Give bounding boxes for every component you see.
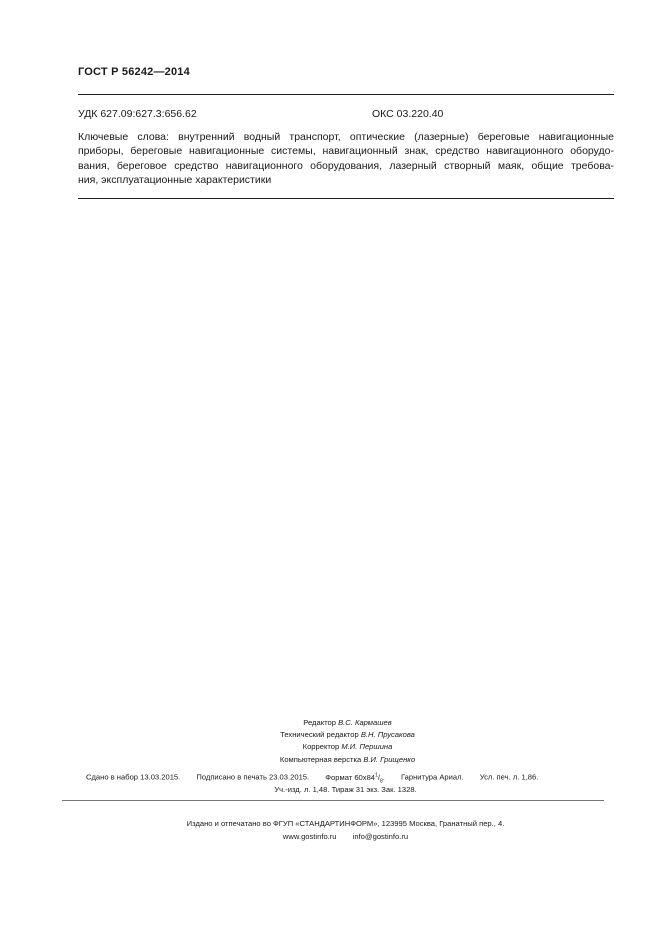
- publication-line: [86, 772, 538, 784]
- publication-line-2: Уч.-изд. л. 1,48. Тираж 31 экз. Зак. 1328.: [274, 785, 417, 794]
- tech-editor-label: Технический редактор: [280, 730, 359, 740]
- editor-line: [0, 717, 661, 729]
- imprint-address: Издано и отпечатано во ФГУП «СТАНДАРТИНФОРМ», 123995 Москва, Гранатный пер., 4.: [186, 819, 505, 828]
- keywords-line: Ключевые слова: внутренний водный транспорт, оптические (лазерные) береговые навигационные: [78, 131, 614, 143]
- standard-number: ГОСТ Р 56242—2014: [78, 66, 190, 78]
- tech-editor-line: [0, 729, 661, 741]
- oks-code: ОКС 03.220.40: [372, 108, 444, 120]
- imprint-divider: [62, 800, 604, 801]
- format-sup: 1: [375, 772, 378, 778]
- website-link[interactable]: www.gostinfo.ru: [282, 831, 337, 841]
- format-prefix: Формат 60x84: [325, 772, 376, 782]
- corrector-line: [0, 741, 661, 753]
- typeface: Гарнитура Ариал.: [400, 772, 464, 782]
- keywords-paragraph: [78, 130, 614, 188]
- header-rule: [78, 94, 614, 95]
- tech-editor-name: В.Н. Прусакова: [360, 730, 415, 740]
- editor-label: Редактор: [303, 718, 336, 727]
- imprint-contacts: [30, 831, 661, 844]
- keywords-rule: [78, 198, 614, 199]
- layout-label: Компьютерная верстка: [279, 754, 362, 764]
- format: Формат $60x84^1/_8$.: [325, 772, 385, 785]
- print-sheets: Усл. печ. л. 1,86.: [479, 772, 539, 782]
- udk-code: УДК 627.09:627.3:656.62: [78, 108, 197, 120]
- editor-name: В.С. Кармашев: [338, 718, 392, 727]
- signed-date: Подписано в печать 23.03.2015.: [196, 772, 310, 782]
- keywords-line: вания, береговое средство навигационного оборудования, лазерный створный маяк, общие требова-: [78, 159, 614, 172]
- format-sub: 8: [379, 778, 383, 785]
- imprint-block: [0, 818, 661, 843]
- submitted-date: Сдано в набор 13.03.2015.: [86, 772, 181, 782]
- layout-name: В.И. Грищенко: [363, 754, 416, 764]
- email-link[interactable]: info@gostinfo.ru: [352, 831, 409, 841]
- keywords-line: приборы, береговые навигационные системы, навигационный знак, средство навигационного оборудо-: [78, 145, 614, 158]
- keywords-line: ния, эксплуатационные характеристики: [78, 174, 272, 187]
- credits-block: [0, 717, 661, 766]
- layout-line: [0, 754, 661, 766]
- corrector-name: М.И. Першина: [341, 742, 393, 752]
- corrector-label: Корректор: [302, 742, 340, 752]
